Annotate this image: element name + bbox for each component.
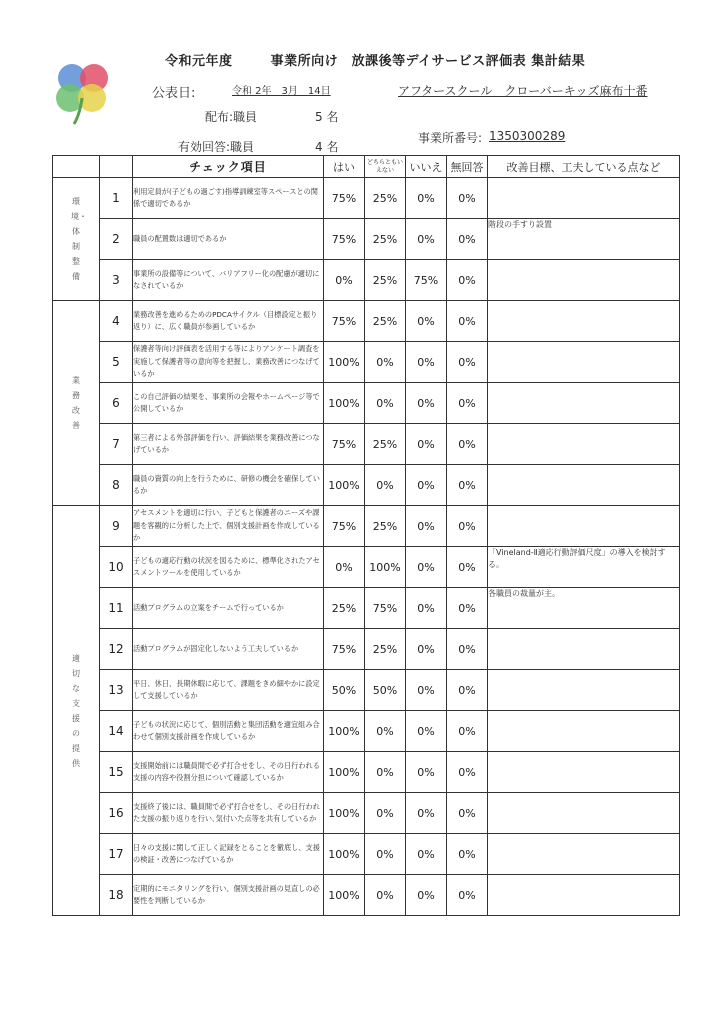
neutral-percent: 0% <box>365 752 406 793</box>
improvement-note: 階段の手すり設置 <box>488 219 680 260</box>
check-item-text: 第三者による外部評価を行い、評価結果を業務改善につなげているか <box>133 424 324 465</box>
no-answer-percent: 0% <box>447 711 488 752</box>
yes-percent: 50% <box>324 670 365 711</box>
neutral-percent: 25% <box>365 424 406 465</box>
neutral-percent: 25% <box>365 301 406 342</box>
clover-logo <box>50 58 116 128</box>
no-percent: 0% <box>406 465 447 506</box>
header-category <box>53 156 100 178</box>
no-answer-percent: 0% <box>447 424 488 465</box>
row-number: 17 <box>100 834 133 875</box>
improvement-note <box>488 383 680 424</box>
row-number: 6 <box>100 383 133 424</box>
yes-percent: 75% <box>324 424 365 465</box>
row-number: 11 <box>100 588 133 629</box>
valid-label: 有効回答:職員 <box>178 140 255 154</box>
check-item-text: 支援開始前には職員間で必ず打合せをし、その日行われる支援の内容や役割分担について確認しているか <box>133 752 324 793</box>
check-item-text: 利用定員が(子どもの過ごす)指導訓練室等スペースとの関係で適切であるか <box>133 178 324 219</box>
neutral-percent: 0% <box>365 834 406 875</box>
no-answer-percent: 0% <box>447 465 488 506</box>
row-number: 2 <box>100 219 133 260</box>
row-number: 12 <box>100 629 133 670</box>
yes-percent: 100% <box>324 342 365 383</box>
header-no: いいえ <box>406 156 447 178</box>
improvement-note <box>488 301 680 342</box>
facility-no: 1350300289 <box>489 129 566 143</box>
yes-percent: 75% <box>324 301 365 342</box>
neutral-percent: 50% <box>365 670 406 711</box>
no-percent: 0% <box>406 219 447 260</box>
yes-percent: 100% <box>324 834 365 875</box>
improvement-note <box>488 629 680 670</box>
check-item-text: 職員の資質の向上を行うために、研修の機会を確保しているか <box>133 465 324 506</box>
improvement-note <box>488 670 680 711</box>
neutral-percent: 25% <box>365 629 406 670</box>
check-item-text: 職員の配置数は適切であるか <box>133 219 324 260</box>
yes-percent: 75% <box>324 629 365 670</box>
improvement-note <box>488 793 680 834</box>
evaluation-table <box>52 155 680 916</box>
yes-percent: 25% <box>324 588 365 629</box>
no-answer-percent: 0% <box>447 547 488 588</box>
check-item-text: 支援終了後には、職員間で必ず打合せをし、その日行われた支援の振り返りを行い､気付いた点等を共有しているか <box>133 793 324 834</box>
improvement-note: 「Vineland-Ⅱ適応行動評価尺度」の導入を検討する。 <box>488 547 680 588</box>
neutral-percent: 25% <box>365 506 406 547</box>
no-answer-percent: 0% <box>447 506 488 547</box>
table-row <box>53 793 680 834</box>
improvement-note <box>488 711 680 752</box>
header-yes: はい <box>324 156 365 178</box>
check-item-text: この自己評価の結果を、事業所の会報やホームページ等で公開しているか <box>133 383 324 424</box>
improvement-note <box>488 178 680 219</box>
no-answer-percent: 0% <box>447 670 488 711</box>
table-row <box>53 178 680 219</box>
distributed-count: 5 名 <box>315 110 339 124</box>
neutral-percent: 75% <box>365 588 406 629</box>
neutral-percent: 0% <box>365 465 406 506</box>
check-item-text: 業務改善を進めるためのPDCAサイクル（目標設定と振り返り）に、広く職員が参画しているか <box>133 301 324 342</box>
title-main: 事業所向け 放課後等デイサービス評価表 集計結果 <box>270 54 586 69</box>
no-answer-percent: 0% <box>447 342 488 383</box>
no-answer-percent: 0% <box>447 260 488 301</box>
table-row <box>53 342 680 383</box>
improvement-note <box>488 465 680 506</box>
publish-date: 令和 2年 3月 14日 <box>232 86 331 97</box>
row-number: 5 <box>100 342 133 383</box>
neutral-percent: 0% <box>365 383 406 424</box>
table-row <box>53 875 680 916</box>
table-row <box>53 670 680 711</box>
yes-percent: 100% <box>324 875 365 916</box>
row-number: 7 <box>100 424 133 465</box>
table-row <box>53 506 680 547</box>
row-number: 4 <box>100 301 133 342</box>
yes-percent: 100% <box>324 793 365 834</box>
table-row <box>53 383 680 424</box>
neutral-percent: 0% <box>365 793 406 834</box>
table-row <box>53 752 680 793</box>
no-answer-percent: 0% <box>447 752 488 793</box>
row-number: 9 <box>100 506 133 547</box>
row-number: 15 <box>100 752 133 793</box>
category-cell <box>53 506 100 916</box>
table-row <box>53 629 680 670</box>
category-cell <box>53 178 100 301</box>
row-number: 18 <box>100 875 133 916</box>
category-cell <box>53 301 100 506</box>
no-percent: 0% <box>406 629 447 670</box>
row-number: 13 <box>100 670 133 711</box>
no-percent: 0% <box>406 711 447 752</box>
check-item-text: アセスメントを適切に行い、子どもと保護者のニーズや課題を客観的に分析した上で、個別支援計画を作成しているか <box>133 506 324 547</box>
no-percent: 0% <box>406 506 447 547</box>
header-goals: 改善目標、工夫している点など <box>488 156 680 178</box>
yes-percent: 100% <box>324 752 365 793</box>
facility-name: アフタースクール クローバーキッズ麻布十番 <box>398 84 648 98</box>
table-row <box>53 834 680 875</box>
row-number: 3 <box>100 260 133 301</box>
no-answer-percent: 0% <box>447 588 488 629</box>
no-percent: 0% <box>406 588 447 629</box>
neutral-percent: 25% <box>365 178 406 219</box>
table-row <box>53 588 680 629</box>
check-item-text: 活動プログラムの立案をチームで行っているか <box>133 588 324 629</box>
table-row <box>53 424 680 465</box>
check-item-text: 日々の支援に関して正しく記録をとることを徹底し、支援の検証・改善につなげているか <box>133 834 324 875</box>
yes-percent: 100% <box>324 383 365 424</box>
improvement-note <box>488 834 680 875</box>
check-item-text: 平日、休日、長期休暇に応じて、課題をきめ細やかに設定して支援しているか <box>133 670 324 711</box>
neutral-percent: 100% <box>365 547 406 588</box>
table-row <box>53 465 680 506</box>
improvement-note <box>488 424 680 465</box>
no-percent: 0% <box>406 752 447 793</box>
no-answer-percent: 0% <box>447 793 488 834</box>
no-answer-percent: 0% <box>447 219 488 260</box>
title-year: 令和元年度 <box>165 54 233 69</box>
no-percent: 0% <box>406 875 447 916</box>
header-number <box>100 156 133 178</box>
no-percent: 0% <box>406 547 447 588</box>
neutral-percent: 0% <box>365 711 406 752</box>
check-item-text: 子どもの適応行動の状況を図るために、標準化されたアセスメントツールを使用しているか <box>133 547 324 588</box>
category-label: 業務改善 <box>72 376 80 430</box>
category-label: 適切な支援の提供 <box>72 653 80 768</box>
no-answer-percent: 0% <box>447 383 488 424</box>
header-neutral: どちらともいえない <box>365 156 406 178</box>
improvement-note: 各職員の裁量が主。 <box>488 588 680 629</box>
neutral-percent: 25% <box>365 219 406 260</box>
row-number: 8 <box>100 465 133 506</box>
no-percent: 0% <box>406 178 447 219</box>
no-percent: 75% <box>406 260 447 301</box>
yes-percent: 100% <box>324 711 365 752</box>
category-label: 環境・体制整備 <box>71 197 87 281</box>
table-row <box>53 301 680 342</box>
no-percent: 0% <box>406 424 447 465</box>
check-item-text: 事業所の設備等について、バリアフリー化の配慮が適切になされているか <box>133 260 324 301</box>
row-number: 16 <box>100 793 133 834</box>
yes-percent: 0% <box>324 260 365 301</box>
improvement-note <box>488 342 680 383</box>
yes-percent: 0% <box>324 547 365 588</box>
table-row <box>53 260 680 301</box>
no-percent: 0% <box>406 834 447 875</box>
table-row <box>53 219 680 260</box>
publish-label: 公表日: <box>152 86 196 101</box>
yes-percent: 75% <box>324 506 365 547</box>
improvement-note <box>488 875 680 916</box>
check-item-text: 保護者等向け評価表を活用する等によりアンケート調査を実施して保護者等の意向等を把握し、業務改善につなげているか <box>133 342 324 383</box>
check-item-text: 定期的にモニタリングを行い、個別支援計画の見直しの必要性を判断しているか <box>133 875 324 916</box>
row-number: 14 <box>100 711 133 752</box>
row-number: 10 <box>100 547 133 588</box>
no-answer-percent: 0% <box>447 834 488 875</box>
no-percent: 0% <box>406 383 447 424</box>
page-title <box>165 50 585 69</box>
improvement-note <box>488 752 680 793</box>
neutral-percent: 0% <box>365 342 406 383</box>
check-item-text: 子どもの状況に応じて、個別活動と集団活動を適宜組み合わせて個別支援計画を作成しているか <box>133 711 324 752</box>
no-answer-percent: 0% <box>447 875 488 916</box>
no-answer-percent: 0% <box>447 629 488 670</box>
row-number: 1 <box>100 178 133 219</box>
no-percent: 0% <box>406 793 447 834</box>
table-row <box>53 711 680 752</box>
header-check-items: チェック項目 <box>133 156 324 178</box>
facility-no-label: 事業所番号: <box>418 131 483 145</box>
improvement-note <box>488 260 680 301</box>
valid-count: 4 名 <box>315 140 339 154</box>
header-no-answer: 無回答 <box>447 156 488 178</box>
neutral-percent: 25% <box>365 260 406 301</box>
table-row <box>53 547 680 588</box>
no-answer-percent: 0% <box>447 178 488 219</box>
yes-percent: 100% <box>324 465 365 506</box>
yes-percent: 75% <box>324 219 365 260</box>
check-item-text: 活動プログラムが固定化しないよう工夫しているか <box>133 629 324 670</box>
table-header <box>53 156 680 178</box>
no-percent: 0% <box>406 301 447 342</box>
improvement-note <box>488 506 680 547</box>
neutral-percent: 0% <box>365 875 406 916</box>
no-percent: 0% <box>406 342 447 383</box>
distributed-label: 配布:職員 <box>205 110 258 124</box>
no-percent: 0% <box>406 670 447 711</box>
no-answer-percent: 0% <box>447 301 488 342</box>
yes-percent: 75% <box>324 178 365 219</box>
